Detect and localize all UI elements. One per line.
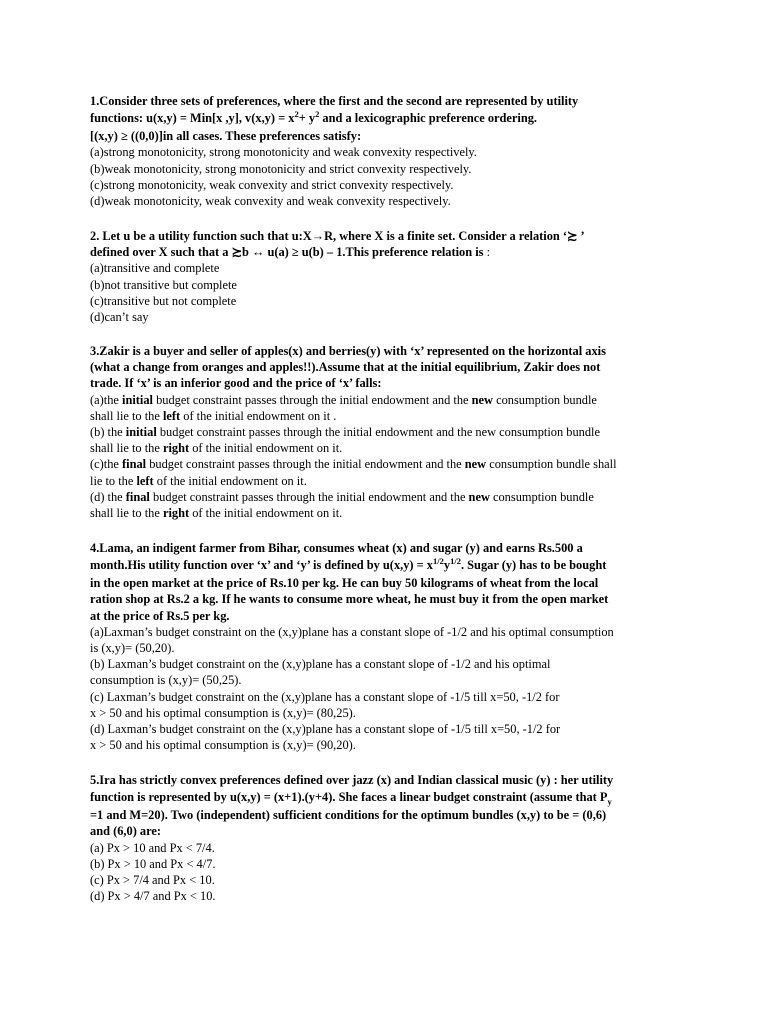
q3c-text-1: (c)the <box>90 457 122 472</box>
question-4-stem-line-2 <box>90 558 606 572</box>
q1-formula-part-1: functions: u(x,y) = Min[x ,y], v(x,y) = x <box>90 111 295 126</box>
q3d-bold-2: new <box>468 489 490 504</box>
q4-exponent-2: 1/2 <box>450 556 461 567</box>
q4b-line-1: (b) Laxman’s budget constraint on the (x,y)plane has a constant slope of -1/2 and his optimal <box>90 657 551 672</box>
q4d-line-1: (d) Laxman’s budget constraint on the (x,y)plane has a constant slope of -1/5 till x=50, -1/2 for <box>90 722 561 737</box>
q3b-bold-3: right <box>162 441 190 456</box>
question-2-stem-colon: : <box>483 245 491 260</box>
question-1-option-d: (d)weak monotonicity, weak convexity and weak convexity respectively. <box>90 194 451 209</box>
question-4-option-a <box>90 624 690 656</box>
q3d-bold-1: final <box>125 489 150 504</box>
question-5-option-d: (d) Px > 4/7 and Px < 10. <box>90 889 216 904</box>
question-5-stem-line-1: 5.Ira has strictly convex preferences defined over jazz (x) and Indian classical music (y) : her utility <box>90 773 614 787</box>
q1-exponent-2: 2 <box>315 109 320 120</box>
q4-formula-part-3: . Sugar (y) has to be bought <box>460 558 607 573</box>
question-3-option-b <box>90 424 690 456</box>
q3b-text-2: budget constraint passes through the initial endowment and the new consumption bundle <box>156 425 600 440</box>
question-3-option-c <box>90 456 690 488</box>
q3c-bold-1: final <box>122 457 147 472</box>
q3d-bold-3: right <box>162 506 190 521</box>
question-4-option-d <box>90 721 690 753</box>
question-2-stem-line-2: defined over X such that a ≿b ↔ u(a) ≥ u(b) – 1.This preference relation is <box>90 245 484 260</box>
q3b-text-1: (b) the <box>90 425 126 440</box>
question-4-stem-line-1: 4.Lama, an indigent farmer from Bihar, consumes wheat (x) and sugar (y) and earns Rs.500 a <box>90 541 583 555</box>
q5-subscript-y: y <box>607 796 612 807</box>
question-4-option-c <box>90 689 690 721</box>
q4-formula-part-2: y <box>443 558 451 573</box>
question-2-option-b: (b)not transitive but complete <box>90 277 237 292</box>
question-2 <box>90 228 690 325</box>
q3c-bold-3: left <box>136 473 154 488</box>
q3a-text-4: shall lie to the <box>90 408 163 423</box>
q3d-text-2: budget constraint passes through the initial endowment and the <box>149 489 469 504</box>
question-5-stem <box>90 772 690 840</box>
q4b-line-2: consumption is (x,y)= (50,25). <box>90 673 242 688</box>
question-4-stem <box>90 540 690 624</box>
question-5-stem-line-4: and (6,0) are: <box>90 824 162 839</box>
q3a-text-3: consumption bundle <box>492 392 597 407</box>
q4a-line-2: is (x,y)= (50,20). <box>90 641 175 656</box>
q3c-text-2: budget constraint passes through the initial endowment and the <box>146 457 465 472</box>
q4-exponent-1: 1/2 <box>433 556 444 567</box>
q3c-bold-2: new <box>464 457 487 472</box>
q3d-text-1: (d) the <box>90 489 126 504</box>
question-1 <box>90 93 690 209</box>
question-5-option-a: (a) Px > 10 and Px < 7/4. <box>90 840 215 855</box>
q3c-text-3: consumption bundle shall <box>486 457 617 472</box>
question-4-stem-line-4: ration shop at Rs.2 a kg. If he wants to consume more wheat, he must buy it from the open market <box>90 592 609 607</box>
q4c-line-2: x > 50 and his optimal consumption is (x,y)= (80,25). <box>90 705 356 720</box>
question-5-option-b: (b) Px > 10 and Px < 4/7. <box>90 856 216 871</box>
q4-formula-part-1: month.His utility function over ‘x’ and ‘y’ is defined by u(x,y) = x <box>90 558 434 573</box>
question-1-stem-line-3: [(x,y) ≥ ((0,0)]in all cases. These preferences satisfy: <box>90 129 362 144</box>
question-2-stem-line-1: 2. Let u be a utility function such that u:X→R, where X is a finite set. Consider a relation ‘≿ ’ <box>90 229 585 243</box>
question-5-stem-line-2 <box>90 790 612 807</box>
question-1-option-a: (a)strong monotonicity, strong monotonicity and weak convexity respectively. <box>90 145 477 160</box>
q3b-text-5: of the initial endowment on it. <box>189 441 343 456</box>
q3a-text-2: budget constraint passes through the initial endowment and the <box>152 392 472 407</box>
q3a-bold-2: new <box>471 392 493 407</box>
question-1-option-c: (c)strong monotonicity, weak convexity and strict convexity respectively. <box>90 177 454 192</box>
q3d-text-4: shall lie to the <box>90 506 163 521</box>
q4c-line-1: (c) Laxman’s budget constraint on the (x,y)plane has a constant slope of -1/5 till x=50, -1/2 for <box>90 689 560 704</box>
question-5-stem-line-3: =1 and M=20). Two (independent) sufficient conditions for the optimum bundles (x,y) to be = (0,6) <box>90 808 607 823</box>
question-3-stem-line-3: trade. If ‘x’ is an inferior good and the price of ‘x’ falls: <box>90 376 382 391</box>
question-4-stem-line-5: at the price of Rs.5 per kg. <box>90 608 230 623</box>
question-1-stem-line-1: 1.Consider three sets of preferences, where the first and the second are represented by utility <box>90 94 579 108</box>
question-5 <box>90 772 690 904</box>
question-3-stem-line-1: 3.Zakir is a buyer and seller of apples(x) and berries(y) with ‘x’ represented on the horizontal axis <box>90 344 606 358</box>
question-4-option-b <box>90 656 690 688</box>
q3c-text-4: lie to the <box>90 473 137 488</box>
question-3-stem <box>90 343 690 392</box>
q3a-bold-1: initial <box>122 392 153 407</box>
q5-text-part-1: function is represented by u(x,y) = (x+1).(y+4). She faces a linear budget constraint (assume that P <box>90 790 608 805</box>
q1-formula-part-3: and a lexicographic preference ordering. <box>319 111 538 126</box>
question-2-option-c: (c)transitive but not complete <box>90 293 237 308</box>
question-1-stem <box>90 93 690 144</box>
q4d-line-2: x > 50 and his optimal consumption is (x,y)= (90,20). <box>90 738 356 753</box>
question-5-option-c: (c) Px > 7/4 and Px < 10. <box>90 873 215 888</box>
question-4-stem-line-3: in the open market at the price of Rs.10 per kg. He can buy 50 kilograms of wheat from the local <box>90 576 599 591</box>
q3b-text-4: shall lie to the <box>90 441 163 456</box>
question-3-stem-line-2: (what a change from oranges and apples!!).Assume that at the initial equilibrium, Zakir does not <box>90 360 601 375</box>
q3c-text-5: of the initial endowment on it. <box>153 473 307 488</box>
q3a-text-1: (a)the <box>90 392 122 407</box>
question-1-stem-line-2 <box>90 111 537 125</box>
q4a-line-1: (a)Laxman’s budget constraint on the (x,y)plane has a constant slope of -1/2 and his optimal consumption <box>90 624 614 639</box>
question-2-option-d: (d)can’t say <box>90 310 149 325</box>
q3d-text-3: consumption bundle <box>489 489 594 504</box>
q1-formula-part-2: + y <box>298 111 316 126</box>
question-1-option-b: (b)weak monotonicity, strong monotonicity and strict convexity respectively. <box>90 161 472 176</box>
q3a-text-5: of the initial endowment on it . <box>180 408 337 423</box>
q3a-bold-3: left <box>162 408 181 423</box>
q1-exponent-1: 2 <box>294 109 299 120</box>
q3d-text-5: of the initial endowment on it. <box>189 506 343 521</box>
question-3-option-d <box>90 489 690 521</box>
q3b-bold-1: initial <box>125 425 157 440</box>
question-3-option-a <box>90 392 690 424</box>
question-2-stem <box>90 228 690 260</box>
question-3 <box>90 343 690 521</box>
question-2-option-a: (a)transitive and complete <box>90 261 220 276</box>
question-4 <box>90 540 690 753</box>
